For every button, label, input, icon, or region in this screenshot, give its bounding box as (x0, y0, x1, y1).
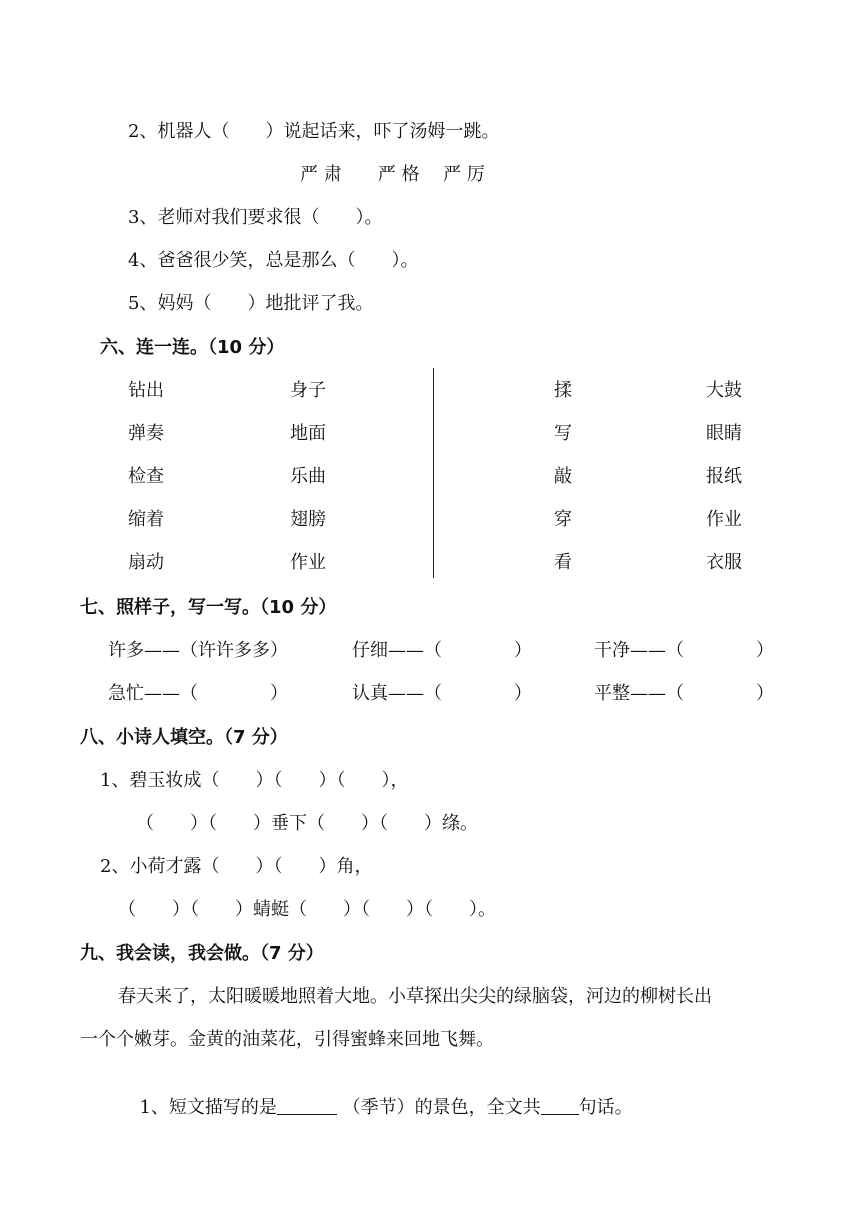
question-5-3: 3、老师对我们要求很（ ）。 (128, 207, 383, 228)
example-1-2: 仔细——（ ） (352, 640, 532, 661)
poem-line-3: 2、小荷才露（ ）（ ）角， (100, 856, 373, 877)
match-left-a-1: 钻出 (128, 380, 164, 401)
match-left-b-3: 乐曲 (290, 466, 326, 487)
example-2-3: 平整——（ ） (594, 683, 774, 704)
match-left-a-3: 检查 (128, 466, 164, 487)
example-2-1: 急忙——（ ） (108, 683, 288, 704)
match-right-a-2: 写 (554, 423, 572, 444)
section-8-title: 八、小诗人填空。（7 分） (80, 727, 288, 748)
word-options: 严 肃 严 格 严 厉 (300, 164, 485, 185)
reading-question-1-part-a: 1、短文描写的是 (139, 1097, 277, 1118)
match-right-a-3: 敲 (554, 466, 572, 487)
match-left-b-4: 翅膀 (290, 509, 326, 530)
poem-line-2: （ ）（ ）垂下（ ）（ ）绦。 (136, 813, 478, 834)
section-7-title: 七、照样子，写一写。（10 分） (80, 597, 337, 618)
example-1-3: 干净——（ ） (594, 640, 774, 661)
reading-question-1-part-b: （季节）的景色，全文共 (342, 1097, 541, 1118)
match-right-b-4: 作业 (706, 509, 742, 530)
sentence-count-blank[interactable] (541, 1096, 579, 1115)
match-left-b-5: 作业 (290, 552, 326, 573)
match-left-b-1: 身子 (290, 380, 326, 401)
passage-line-2: 一个个嫩芽。金黄的油菜花，引得蜜蜂来回地飞舞。 (80, 1029, 494, 1050)
column-divider (433, 368, 434, 578)
match-left-b-2: 地面 (290, 423, 326, 444)
match-right-a-5: 看 (554, 552, 572, 573)
match-right-b-1: 大鼓 (706, 380, 742, 401)
question-5-5: 5、妈妈（ ）地批评了我。 (128, 293, 374, 314)
match-left-a-5: 扇动 (128, 552, 164, 573)
example-1-1: 许多——（许许多多） (108, 640, 288, 661)
season-blank[interactable] (277, 1096, 337, 1115)
match-right-b-5: 衣服 (706, 552, 742, 573)
example-2-2: 认真——（ ） (352, 683, 532, 704)
match-right-b-2: 眼睛 (706, 423, 742, 444)
match-right-a-1: 揉 (554, 380, 572, 401)
section-6-title: 六、连一连。（10 分） (100, 337, 285, 358)
poem-line-1: 1、碧玉妆成（ ）（ ）（ ）， (100, 770, 409, 791)
match-right-a-4: 穿 (554, 509, 572, 530)
reading-question-1-part-c: 句话。 (578, 1097, 633, 1118)
reading-question-1 (128, 1072, 633, 1120)
question-5-4: 4、爸爸很少笑，总是那么（ ）。 (128, 250, 419, 271)
section-9-title: 九、我会读，我会做。（7 分） (80, 943, 324, 964)
poem-line-4: （ ）（ ）蜻蜓（ ）（ ）（ ）。 (118, 899, 496, 920)
match-right-b-3: 报纸 (706, 466, 742, 487)
match-left-a-2: 弹奏 (128, 423, 164, 444)
match-left-a-4: 缩着 (128, 509, 164, 530)
passage-line-1: 春天来了，太阳暖暖地照着大地。小草探出尖尖的绿脑袋，河边的柳树长出 (118, 986, 712, 1007)
question-5-2: 2、机器人（ ）说起话来，吓了汤姆一跳。 (128, 121, 500, 142)
